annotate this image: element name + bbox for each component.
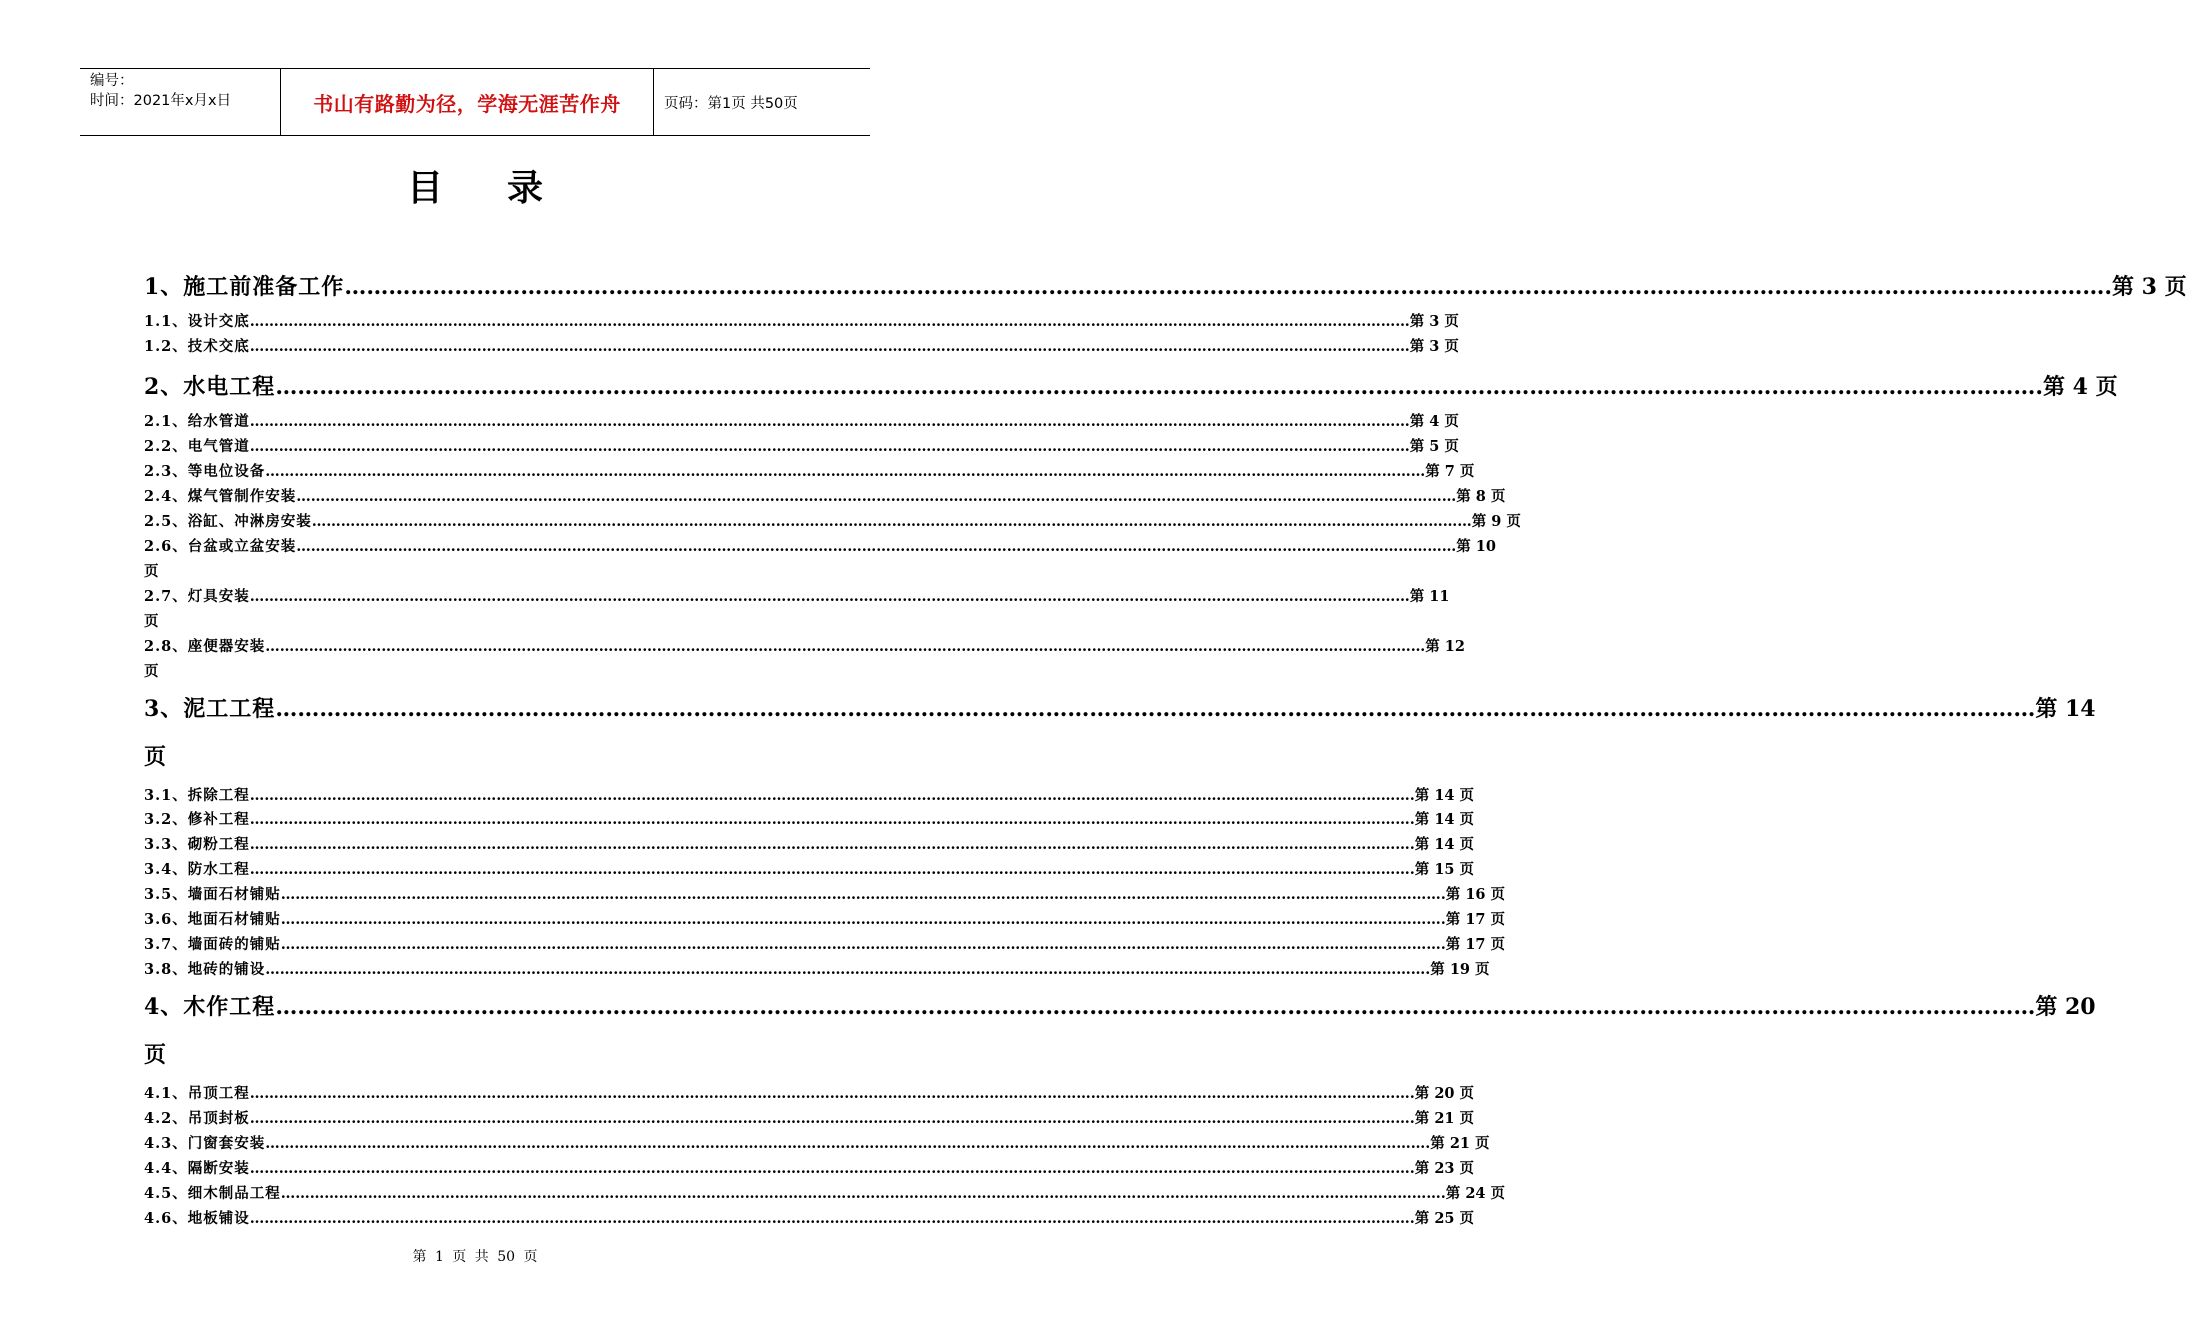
toc-entry-label: 1.1、设计交底 [144,313,250,330]
toc-leader-dots: …………………………………………………………………………………………………………………………………………………………………………………………………………………… [275,994,2036,1020]
toc-entry-label: 3.7、墙面砖的铺贴 [144,936,281,953]
toc-entry-label: 3.4、防水工程 [144,861,250,878]
toc-entry[interactable] [144,270,2187,301]
toc-entry-page-wrap: 页 [144,1042,167,1068]
toc-entry-label: 3.6、地面石材铺贴 [144,911,281,928]
toc-entry-label: 4.5、细木制品工程 [144,1185,281,1202]
toc-entry-label: 3.3、砌粉工程 [144,836,250,853]
toc-entry-label: 2.7、灯具安装 [144,588,250,605]
page-title: 目录 [406,168,607,209]
toc-entry[interactable] [144,883,1506,904]
toc-entry-label: 1、施工前准备工作 [144,274,345,300]
toc-entry-label: 4.1、吊顶工程 [144,1085,250,1102]
header-slogan: 书山有路勤为径，学海无涯苦作舟 [281,69,654,135]
toc-entry-label: 3.2、修补工程 [144,811,250,828]
toc-entry-label: 2.1、给水管道 [144,413,250,430]
toc-entry-page: 第 14 [2035,696,2096,722]
toc-entry[interactable] [144,1107,1475,1128]
toc-leader-dots: …………………………………………………………………………………………………………………………………………………………………………………………………………………… [280,936,1441,953]
toc-leader-dots: …………………………………………………………………………………………………………………………………………………………………………………………………………………… [249,438,1410,455]
toc-entry-page: 第 11 [1409,588,1450,605]
toc-leader-dots: …………………………………………………………………………………………………………………………………………………………………………………………………………………… [249,338,1410,355]
toc-entry-page: .第 25 页 [1409,1210,1475,1227]
toc-leader-dots: …………………………………………………………………………………………………………………………………………………………………………………………………………………… [249,1110,1410,1127]
toc-entry-page: .第 3 页 [2104,274,2187,300]
toc-entry[interactable] [144,1157,1475,1178]
toc-entry-page-wrap: 页 [144,613,159,630]
toc-leader-dots: …………………………………………………………………………………………………………………………………………………………………………………………………………………… [265,463,1426,480]
toc-leader-dots: …………………………………………………………………………………………………………………………………………………………………………………………………………………… [249,1160,1410,1177]
toc-leader-dots: …………………………………………………………………………………………………………………………………………………………………………………………………………………… [249,861,1410,878]
toc-entry[interactable] [144,908,1506,929]
toc-entry-page: 第 3 页 [1409,338,1459,355]
toc-entry-label: 3、泥工工程 [144,696,276,722]
toc-entry-label: 4.3、门窗套安装 [144,1135,266,1152]
toc-entry[interactable] [144,370,2118,401]
toc-leader-dots: …………………………………………………………………………………………………………………………………………………………………………………………………………………… [296,488,1457,505]
toc-entry-page-wrap: 页 [144,663,159,680]
toc-leader-dots: …………………………………………………………………………………………………………………………………………………………………………………………………………………… [249,313,1410,330]
toc-entry[interactable] [144,410,1459,431]
toc-leader-dots: …………………………………………………………………………………………………………………………………………………………………………………………………………………… [249,836,1410,853]
toc-leader-dots: …………………………………………………………………………………………………………………………………………………………………………………………………………………… [296,538,1457,555]
toc-entry[interactable] [144,1207,1475,1228]
toc-entry-page: .第 21 页 [1425,1135,1490,1152]
toc-entry[interactable] [144,692,2096,723]
toc-entry-label: 2、水电工程 [144,374,276,400]
toc-entry-label: 4.4、隔断安装 [144,1160,250,1177]
toc-entry-page: .第 15 页 [1409,861,1475,878]
page-header [80,68,870,136]
header-meta [80,69,281,135]
toc-leader-dots: …………………………………………………………………………………………………………………………………………………………………………………………………………………… [275,696,2036,722]
toc-entry-page: .第 21 页 [1409,1110,1475,1127]
document-time-label: 时间：2021年x月x日 [90,93,232,109]
toc-entry-page: .第 16 页 [1440,886,1506,903]
document-number-label: 编号： [90,73,134,89]
toc-leader-dots: …………………………………………………………………………………………………………………………………………………………………………………………………………………… [265,961,1426,978]
toc-leader-dots: …………………………………………………………………………………………………………………………………………………………………………………………………………………… [249,588,1410,605]
toc-entry[interactable] [144,510,1521,531]
toc-entry[interactable] [144,808,1475,829]
toc-entry-label: 4、木作工程 [144,994,276,1020]
toc-entry-label: 4.6、地板铺设 [144,1210,250,1227]
toc-entry[interactable] [144,833,1475,854]
toc-entry-page: .第 14 页 [1409,787,1475,804]
toc-leader-dots: …………………………………………………………………………………………………………………………………………………………………………………………………………………… [275,374,2036,400]
toc-entry-page: 第 9 页 [1471,513,1521,530]
toc-entry-page: .第 24 页 [1440,1185,1506,1202]
toc-entry-page: .第 17 页 [1440,911,1506,928]
toc-entry[interactable] [144,535,1496,556]
toc-entry-label: 3.8、地砖的铺设 [144,961,266,978]
header-page-info: 页码：第1页 共50页 [664,95,798,112]
toc-entry[interactable] [144,435,1459,456]
toc-leader-dots: …………………………………………………………………………………………………………………………………………………………………………………………………………………… [249,1085,1410,1102]
toc-entry-label: 4.2、吊顶封板 [144,1110,250,1127]
toc-entry-page: 第 3 页 [1409,313,1459,330]
toc-entry[interactable] [144,1132,1490,1153]
toc-leader-dots: …………………………………………………………………………………………………………………………………………………………………………………………………………………… [249,1210,1410,1227]
toc-entry-page: .第 20 页 [1409,1085,1475,1102]
toc-entry[interactable] [144,1082,1475,1103]
toc-entry-label: 2.4、煤气管制作安装 [144,488,297,505]
toc-entry[interactable] [144,1182,1506,1203]
toc-entry-page: .第 23 页 [1409,1160,1475,1177]
toc-entry-label: 3.5、墙面石材铺贴 [144,886,281,903]
toc-leader-dots: …………………………………………………………………………………………………………………………………………………………………………………………………………………… [280,886,1441,903]
toc-leader-dots: …………………………………………………………………………………………………………………………………………………………………………………………………………………… [344,274,2105,300]
toc-entry-label: 1.2、技术交底 [144,338,250,355]
toc-entry-page-wrap: 页 [144,563,159,580]
toc-entry[interactable] [144,635,1465,656]
toc-entry[interactable] [144,310,1459,331]
toc-leader-dots: …………………………………………………………………………………………………………………………………………………………………………………………………………………… [265,1135,1426,1152]
toc-entry[interactable] [144,460,1475,481]
toc-entry-page: 第 7 页 [1425,463,1475,480]
toc-entry[interactable] [144,585,1450,606]
toc-entry-page: 第 20 [2035,994,2096,1020]
toc-entry[interactable] [144,933,1506,954]
toc-entry-label: 2.2、电气管道 [144,438,250,455]
toc-entry-label: 3.1、拆除工程 [144,787,250,804]
toc-entry[interactable] [144,858,1475,879]
toc-entry-page: .第 17 页 [1440,936,1506,953]
page-footer: 第 1 页 共 50 页 [412,1249,538,1265]
toc-leader-dots: …………………………………………………………………………………………………………………………………………………………………………………………………………………… [280,911,1441,928]
toc-leader-dots: …………………………………………………………………………………………………………………………………………………………………………………………………………………… [249,787,1410,804]
toc-entry-label: 2.5、浴缸、冲淋房安装 [144,513,312,530]
toc-leader-dots: …………………………………………………………………………………………………………………………………………………………………………………………………………………… [249,811,1410,828]
toc-entry-page: 第 12 [1425,638,1465,655]
toc-entry-label: 2.8、座便器安装 [144,638,266,655]
toc-entry-page: .第 4 页 [2035,374,2118,400]
toc-leader-dots: …………………………………………………………………………………………………………………………………………………………………………………………………………………… [249,413,1410,430]
toc-leader-dots: …………………………………………………………………………………………………………………………………………………………………………………………………………………… [280,1185,1441,1202]
toc-entry-page: 第 5 页 [1409,438,1459,455]
toc-entry-page: .第 19 页 [1425,961,1490,978]
toc-entry[interactable] [144,335,1459,356]
toc-entry-page: 第 8 页 [1456,488,1506,505]
toc-entry-page: 第 10 [1456,538,1496,555]
toc-entry-page: .第 14 页 [1409,811,1475,828]
toc-leader-dots: …………………………………………………………………………………………………………………………………………………………………………………………………………………… [311,513,1472,530]
toc-entry-label: 2.6、台盆或立盆安装 [144,538,297,555]
toc-entry[interactable] [144,990,2096,1021]
toc-leader-dots: …………………………………………………………………………………………………………………………………………………………………………………………………………………… [265,638,1426,655]
toc-entry-label: 2.3、等电位设备 [144,463,266,480]
toc-entry-page: 第 4 页 [1409,413,1459,430]
toc-entry[interactable] [144,958,1490,979]
toc-entry[interactable] [144,784,1475,805]
toc-entry-page: .第 14 页 [1409,836,1475,853]
toc-entry[interactable] [144,485,1506,506]
toc-entry-page-wrap: 页 [144,744,167,770]
